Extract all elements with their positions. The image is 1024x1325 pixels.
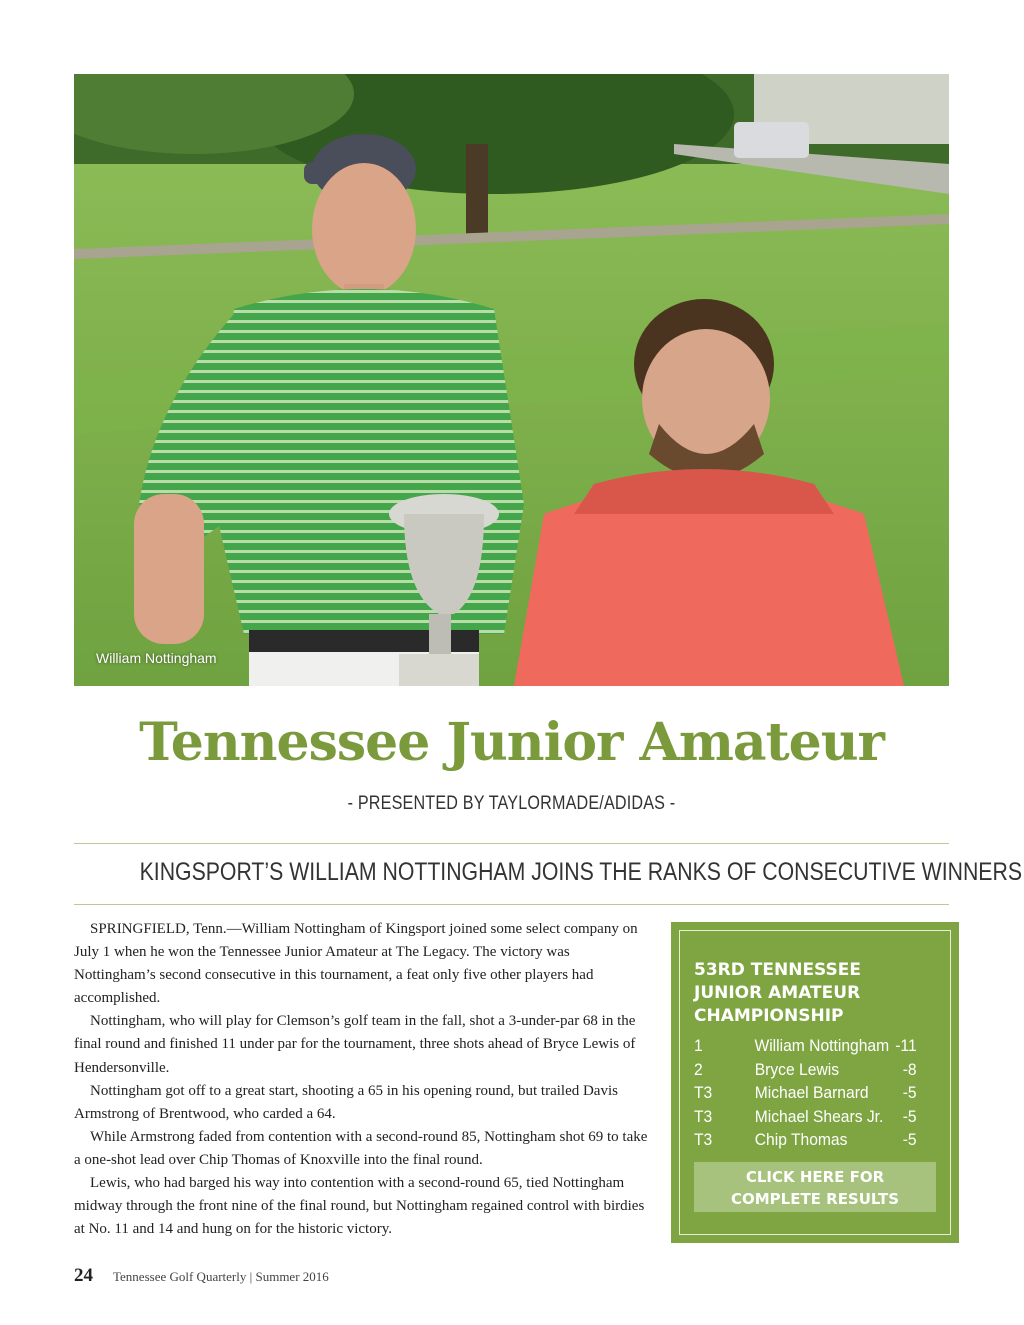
results-row xyxy=(694,1128,917,1152)
result-player: Bryce Lewis xyxy=(754,1059,840,1079)
result-position: T3 xyxy=(694,1083,713,1102)
results-panel xyxy=(679,930,951,1235)
results-row xyxy=(694,1058,917,1082)
result-position: 2 xyxy=(694,1059,703,1079)
paragraph: While Armstrong faded from contention with a second-round 85, Nottingham shot 69 to take a one-shot lead over Chip Thomas of Knoxville into the final round. xyxy=(74,1128,648,1168)
result-player: Michael Shears Jr. xyxy=(754,1106,884,1126)
button-label-line: CLICK HERE FOR xyxy=(745,1168,885,1186)
results-row xyxy=(694,1105,917,1129)
page-number: 24 xyxy=(74,1265,93,1286)
results-row xyxy=(694,1034,917,1058)
result-player: Michael Barnard xyxy=(754,1083,869,1102)
paragraph: Lewis, who had barged his way into contention with a second-round 65, tied Nottingham midway through the front nine of the final round, but Nottingham regained control with birdies at No. 11 and 14 and hung on for the historic victory. xyxy=(74,1175,645,1238)
results-sidebar xyxy=(671,922,959,1243)
article-title: Tennessee Junior Amateur xyxy=(139,712,884,773)
presented-by: - PRESENTED BY TAYLORMADE/ADIDAS - xyxy=(347,793,676,814)
golfers-photo-illustration xyxy=(74,74,949,686)
results-title-line: CHAMPIONSHIP xyxy=(694,1006,844,1026)
result-player: Chip Thomas xyxy=(754,1130,848,1149)
result-score: -8 xyxy=(902,1059,917,1079)
results-row xyxy=(694,1081,917,1105)
article-kicker: KINGSPORT’S WILLIAM NOTTINGHAM JOINS THE RANKS OF CONSECUTIVE WINNERS xyxy=(139,858,1022,886)
result-position: 1 xyxy=(694,1036,703,1055)
results-title xyxy=(694,959,936,1028)
article-body xyxy=(74,918,654,1241)
results-title-line: JUNIOR AMATEUR xyxy=(694,983,861,1003)
publication-name: Tennessee Golf Quarterly | Summer 2016 xyxy=(113,1269,329,1284)
result-score: -5 xyxy=(902,1106,917,1126)
page-footer xyxy=(74,1265,329,1287)
paragraph: Nottingham got off to a great start, shooting a 65 in his opening round, but trailed Davis Armstrong of Brentwood, who carded a 64. xyxy=(74,1082,618,1122)
result-position: T3 xyxy=(694,1106,713,1126)
result-player: William Nottingham xyxy=(754,1036,890,1055)
result-score: -5 xyxy=(902,1130,917,1149)
divider xyxy=(74,904,949,905)
paragraph: Nottingham, who will play for Clemson’s golf team in the fall, shot a 3-under-par 68 in the final round and finished 11 under par for the tournament, three shots ahead of Bryce Lewis of Hendersonville. xyxy=(74,1013,636,1076)
result-score: -11 xyxy=(895,1036,917,1055)
result-position: T3 xyxy=(694,1130,713,1149)
button-label-line: COMPLETE RESULTS xyxy=(730,1190,900,1208)
divider xyxy=(74,843,949,844)
result-score: -5 xyxy=(902,1083,917,1102)
results-title-line: 53RD TENNESSEE xyxy=(694,960,862,980)
photo-caption: William Nottingham xyxy=(96,650,217,666)
feature-photo xyxy=(74,74,949,686)
complete-results-button[interactable] xyxy=(694,1162,936,1212)
paragraph: SPRINGFIELD, Tenn.—William Nottingham of Kingsport joined some select company on July 1 when he won the Tennessee Junior Amateur at The Legacy. The victory was Nottingham’s second consecutive in this tournament, a feat only five other players had accomplished. xyxy=(74,921,638,1007)
